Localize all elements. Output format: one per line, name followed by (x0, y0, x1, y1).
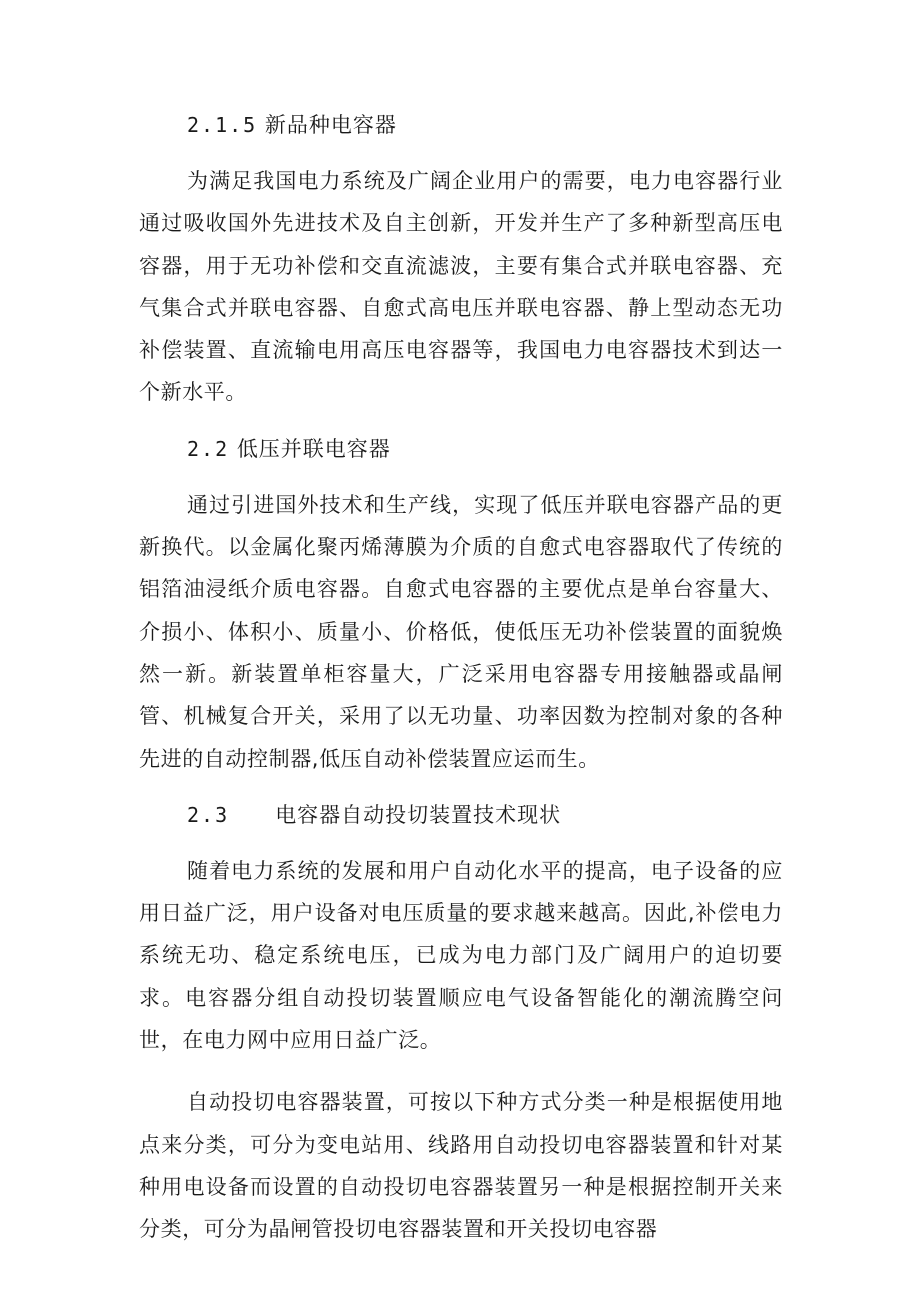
section-number: 2.1.5 (187, 113, 258, 137)
section-heading-2-3 (139, 800, 783, 830)
section-heading-2-1-5 (139, 110, 783, 140)
section-separator (229, 437, 237, 461)
section-title: 新品种电容器 (264, 113, 397, 137)
document-body (139, 110, 783, 1251)
section-number: 2.2 (187, 436, 230, 461)
section-separator (257, 113, 265, 137)
paragraph-classification: 自动投切电容器装置，可按以下种方式分类一种是根据使用地点来分类，可分为变电站用、线路用自动投切电容器装置和针对某种用电设备而设置的自动投切电容器装置另一种是根据控制开关来分类，可分为晶闸管投切电容器装置和开关投切电容器 (139, 1090, 783, 1242)
section-separator (229, 803, 275, 827)
section-heading-2-2 (139, 434, 783, 464)
paragraph-low-voltage-capacitors: 通过引进国外技术和生产线，实现了低压并联电容器产品的更新换代。以金属化聚丙烯薄膜为介质的自愈式电容器取代了传统的铝箔油浸纸介质电容器。自愈式电容器的主要优点是单台容量大、介损小、体积小、质量小、价格低，使低压无功补偿装置的面貌焕然一新。新装置单柜容量大，广泛采用电容器专用接触器或晶闸管、机械复合开关，采用了以无功量、功率因数为控制对象的各种先进的自动控制器,低压自动补偿装置应运而生。 (139, 492, 783, 771)
section-number: 2.3 (187, 802, 230, 827)
section-title: 电容器自动投切装置技术现状 (275, 802, 562, 827)
section-title: 低压并联电容器 (236, 436, 391, 461)
paragraph-new-capacitors: 为满足我国电力系统及广阔企业用户的需要，电力电容器行业通过吸收国外先进技术及自主创新，开发并生产了多种新型高压电容器，用于无功补偿和交直流滤波，主要有集合式并联电容器、充气集合式并联电容器、自愈式高电压并联电容器、静上型动态无功补偿装置、直流输电用高压电容器等，我国电力电容器技术到达一个新水平。 (139, 169, 783, 405)
paragraph-auto-switching-status: 随着电力系统的发展和用户自动化水平的提高，电子设备的应用日益广泛，用户设备对电压质量的要求越来越高。因此,补偿电力系统无功、稳定系统电压，已成为电力部门及广阔用户的迫切要求。电容器分组自动投切装置顺应电气设备智能化的潮流腾空问世，在电力网中应用日益广泛。 (139, 858, 783, 1053)
